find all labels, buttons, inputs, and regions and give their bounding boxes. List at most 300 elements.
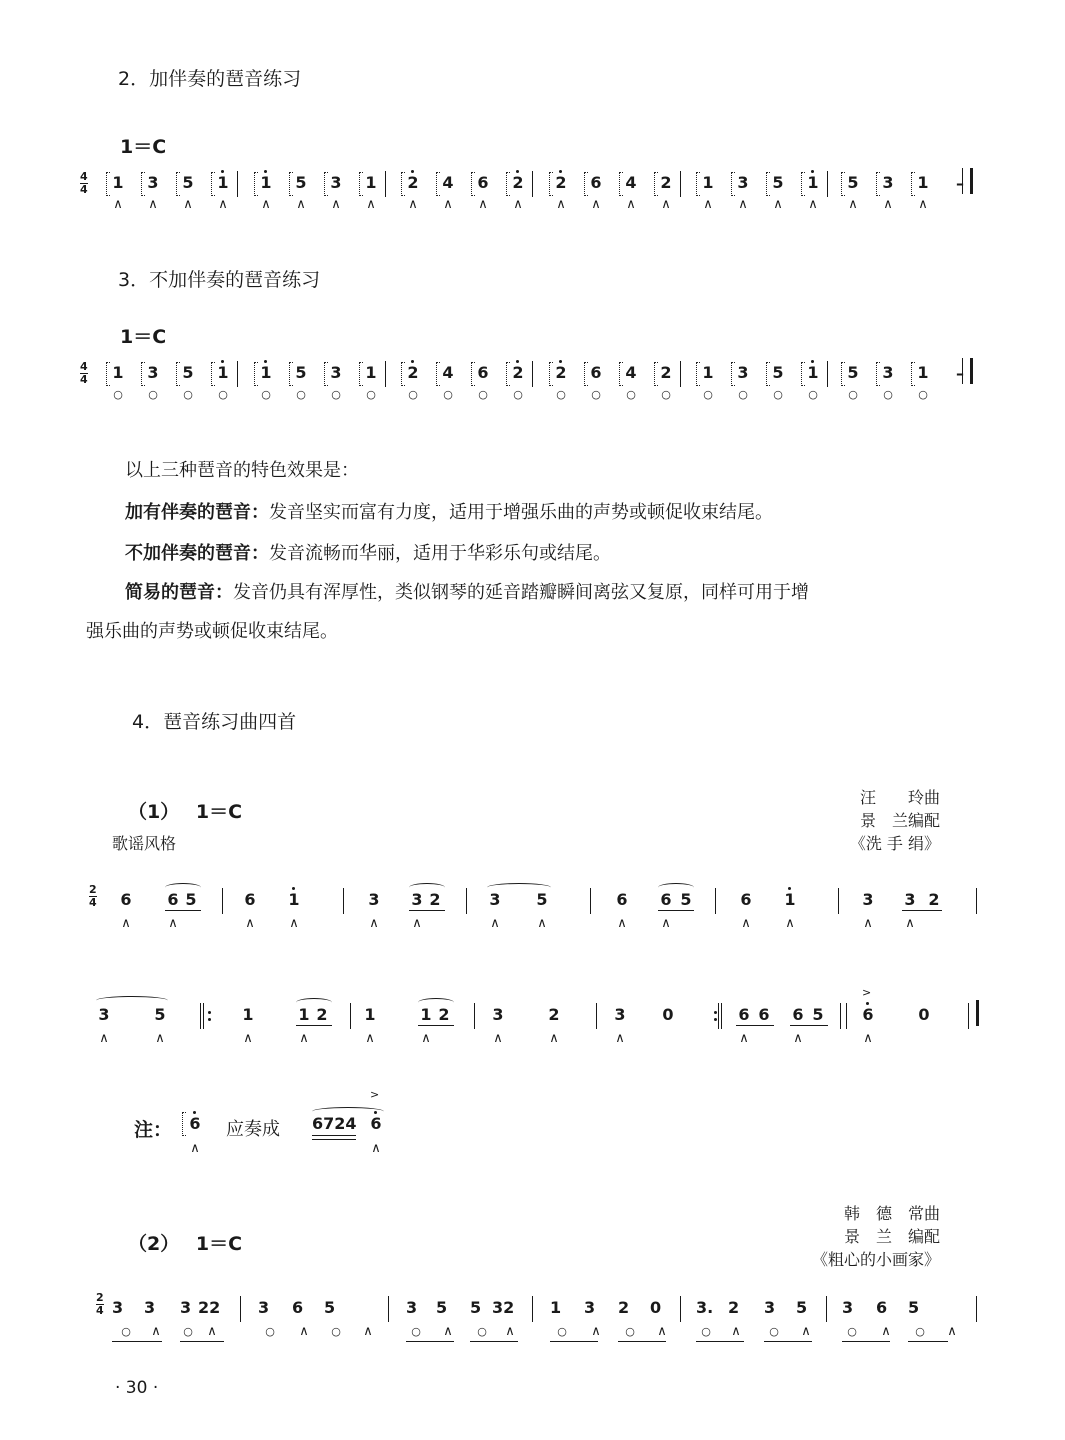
piece-2-composer: 韩 德 常曲 bbox=[843, 1204, 940, 1223]
note-digit: 3 bbox=[147, 173, 159, 192]
note-5 bbox=[362, 1006, 378, 1024]
note-digit: 6 bbox=[477, 173, 489, 192]
repeat-line bbox=[203, 1003, 204, 1029]
note-digit: 5 bbox=[812, 1005, 824, 1024]
piece-2-arranger: 景 兰 编配 bbox=[843, 1227, 940, 1246]
note-16: 2 bbox=[728, 1298, 740, 1317]
note-digit: 5 bbox=[154, 1005, 166, 1024]
arpeggio-accent-mark: ∧ bbox=[155, 1031, 165, 1046]
harmonic-circle-mark: ○ bbox=[915, 1325, 925, 1338]
effects-paragraph-1 bbox=[125, 498, 773, 524]
harmonic-circle-mark: ○ bbox=[265, 1325, 275, 1338]
barline bbox=[976, 1296, 977, 1322]
note-digit: 6 bbox=[120, 890, 132, 909]
repeat-line bbox=[200, 1003, 201, 1029]
note-digit: 3 bbox=[98, 1005, 110, 1024]
note-digit: 1 bbox=[807, 363, 819, 382]
slur bbox=[312, 1107, 384, 1116]
note-digit: 6 bbox=[244, 890, 256, 909]
arpeggio-accent-mark: ∧ bbox=[148, 197, 158, 212]
note-digit: 2 bbox=[407, 363, 419, 382]
time-sig-bottom: 4 bbox=[89, 896, 97, 909]
repeat-dot bbox=[714, 1018, 717, 1021]
harmonic-circle-mark: ○ bbox=[769, 1325, 779, 1338]
note-0 bbox=[118, 891, 134, 909]
harmonic-circle-mark: ○ bbox=[218, 388, 228, 401]
note-14 bbox=[790, 1006, 806, 1024]
note-digit: 3 bbox=[330, 363, 342, 382]
barline bbox=[532, 171, 533, 197]
note-7 bbox=[427, 891, 443, 909]
arpeggio-accent-mark: ∧ bbox=[505, 1324, 515, 1339]
note-1 bbox=[165, 891, 181, 909]
note-13 bbox=[588, 364, 604, 382]
note-10 bbox=[612, 1006, 628, 1024]
note-16 bbox=[902, 891, 918, 909]
effects-paragraph-2 bbox=[125, 539, 611, 565]
note-digit: 6 bbox=[792, 1005, 804, 1024]
note-3 bbox=[215, 174, 231, 192]
note-13 bbox=[756, 1006, 772, 1024]
note-8: 5 bbox=[436, 1298, 448, 1317]
arpeggio-accent-mark: ∧ bbox=[218, 197, 228, 212]
note-14: 0 bbox=[650, 1298, 662, 1317]
barline bbox=[846, 1003, 847, 1029]
arpeggio-accent-mark: ∧ bbox=[245, 916, 255, 931]
repeat-dot bbox=[208, 1011, 211, 1014]
note-digit: 3 bbox=[882, 173, 894, 192]
arpeggio-accent-mark: ∧ bbox=[261, 197, 271, 212]
barline bbox=[827, 171, 828, 197]
time-sig-bottom: 4 bbox=[80, 373, 88, 386]
arpeggio-accent-mark: ∧ bbox=[369, 916, 379, 931]
note-12: 3 bbox=[584, 1298, 596, 1317]
time-sig-bottom: 4 bbox=[96, 1304, 104, 1317]
note-digit: 2 bbox=[660, 173, 672, 192]
slur bbox=[409, 883, 445, 892]
arpeggio-accent-mark: ∧ bbox=[801, 1324, 811, 1339]
note-6 bbox=[418, 1006, 434, 1024]
footnote-text: 应奏成 bbox=[226, 1119, 280, 1140]
piece-2-credit bbox=[760, 1202, 940, 1271]
harmonic-circle-mark: ○ bbox=[626, 388, 636, 401]
harmonic-circle-mark: ○ bbox=[366, 388, 376, 401]
harmonic-circle-mark: ○ bbox=[478, 388, 488, 401]
accent-mark: > bbox=[370, 1088, 380, 1101]
page-number: · 30 · bbox=[115, 1378, 159, 1398]
note-6 bbox=[328, 364, 344, 382]
section-3-title: 3．不加伴奏的琶音练习 bbox=[118, 269, 321, 291]
barline bbox=[532, 1296, 533, 1322]
note-digit: 3 bbox=[862, 890, 874, 909]
arpeggio-accent-mark: ∧ bbox=[617, 916, 627, 931]
barline bbox=[532, 361, 533, 387]
note-19 bbox=[805, 174, 821, 192]
note-digit: 2 bbox=[555, 173, 567, 192]
arpeggio-accent-mark: ∧ bbox=[626, 197, 636, 212]
harmonic-circle-mark: ○ bbox=[443, 388, 453, 401]
note-digit: 1 bbox=[112, 173, 124, 192]
section-4-title: 4．琶音练习曲四首 bbox=[132, 711, 297, 733]
repeat-end bbox=[714, 1003, 724, 1029]
note-16 bbox=[860, 1006, 876, 1024]
time-sig-top: 4 bbox=[80, 360, 88, 373]
harmonic-circle-mark: ○ bbox=[557, 1325, 567, 1338]
harmonic-circle-mark: ○ bbox=[625, 1325, 635, 1338]
barline bbox=[385, 361, 386, 387]
effects-text-3b: 强乐曲的声势或顿促收束结尾。 bbox=[86, 621, 338, 642]
note-digit: 1 bbox=[242, 1005, 254, 1024]
note-3 bbox=[215, 364, 231, 382]
octave-dot-above bbox=[292, 887, 295, 890]
note-digit: 6 bbox=[738, 1005, 750, 1024]
arpeggio-accent-mark: ∧ bbox=[490, 916, 500, 931]
arpeggio-accent-mark: ∧ bbox=[773, 197, 783, 212]
arpeggio-accent-mark: ∧ bbox=[371, 1141, 381, 1156]
note-4 bbox=[258, 174, 274, 192]
piece-1-arranger: 景 兰编配 bbox=[859, 811, 940, 830]
harmonic-circle-mark: ○ bbox=[331, 1325, 341, 1338]
octave-dot-above bbox=[411, 170, 414, 173]
note-digit: 2 bbox=[555, 363, 567, 382]
repeat-line bbox=[718, 1003, 719, 1029]
note-digit: 1 bbox=[420, 1005, 432, 1024]
barline bbox=[962, 168, 963, 194]
arpeggio-accent-mark: ∧ bbox=[881, 1324, 891, 1339]
note-16 bbox=[700, 364, 716, 382]
harmonic-circle-mark: ○ bbox=[848, 388, 858, 401]
harmonic-circle-mark: ○ bbox=[591, 388, 601, 401]
barline bbox=[680, 361, 681, 387]
note-digit: 4 bbox=[442, 363, 454, 382]
note-3: 22 bbox=[198, 1298, 221, 1317]
note-20 bbox=[845, 364, 861, 382]
harmonic-circle-mark: ○ bbox=[183, 388, 193, 401]
final-barline bbox=[970, 168, 973, 194]
slur bbox=[658, 883, 694, 892]
harmonic-circle-mark: ○ bbox=[148, 388, 158, 401]
duration-underline bbox=[842, 1341, 890, 1342]
arpeggio-accent-mark: ∧ bbox=[331, 197, 341, 212]
arpeggio-accent-mark: ∧ bbox=[363, 1324, 373, 1339]
barline bbox=[962, 358, 963, 384]
note-digit: 1 bbox=[365, 173, 377, 192]
duration-underline bbox=[618, 1341, 666, 1342]
note-digit: 2 bbox=[512, 363, 524, 382]
note-digit: 5 bbox=[772, 363, 784, 382]
note-14 bbox=[623, 174, 639, 192]
note-digit: 5 bbox=[295, 363, 307, 382]
octave-dot-above bbox=[264, 170, 267, 173]
note-9 bbox=[534, 891, 550, 909]
note-digit: 3 bbox=[882, 363, 894, 382]
note-digit: 2 bbox=[928, 890, 940, 909]
duration-underline bbox=[550, 1341, 598, 1342]
note-digit: 5 bbox=[182, 363, 194, 382]
effects-paragraph-3 bbox=[125, 578, 809, 604]
piece-1-title: 《洗 手 绢》 bbox=[849, 834, 940, 853]
octave-dot-above bbox=[264, 360, 267, 363]
note-3 bbox=[242, 891, 258, 909]
effects-text-3a: 发音仍具有浑厚性，类似钢琴的延音踏瓣瞬间离弦又复原，同样可用于增 bbox=[233, 582, 809, 603]
note-13 bbox=[588, 174, 604, 192]
note-4 bbox=[314, 1006, 330, 1024]
arpeggio-accent-mark: ∧ bbox=[99, 1031, 109, 1046]
time-signature bbox=[96, 1293, 104, 1316]
harmonic-circle-mark: ○ bbox=[513, 388, 523, 401]
arpeggio-accent-mark: ∧ bbox=[591, 197, 601, 212]
note-20: 6 bbox=[876, 1298, 888, 1317]
arpeggio-accent-mark: ∧ bbox=[299, 1324, 309, 1339]
note-21 bbox=[880, 174, 896, 192]
arpeggio-accent-mark: ∧ bbox=[905, 916, 915, 931]
time-sig-bottom: 4 bbox=[80, 183, 88, 196]
note-0 bbox=[96, 1006, 112, 1024]
note-digit: 5 bbox=[847, 173, 859, 192]
effects-text-1: 发音坚实而富有力度，适用于增强乐曲的声势或顿促收束结尾。 bbox=[269, 502, 773, 523]
note-digit: 1 bbox=[260, 363, 272, 382]
note-digit: 3 bbox=[147, 363, 159, 382]
arpeggio-accent-mark: ∧ bbox=[478, 197, 488, 212]
duration-underline bbox=[296, 1025, 332, 1026]
harmonic-circle-mark: ○ bbox=[738, 388, 748, 401]
harmonic-circle-mark: ○ bbox=[408, 388, 418, 401]
note-5 bbox=[293, 174, 309, 192]
note-digit: 2 bbox=[407, 173, 419, 192]
arpeggio-accent-mark: ∧ bbox=[190, 1141, 200, 1156]
note-10 bbox=[614, 891, 630, 909]
arpeggio-accent-mark: ∧ bbox=[731, 1324, 741, 1339]
note-21: 5 bbox=[908, 1298, 920, 1317]
note-20 bbox=[845, 174, 861, 192]
note-5 bbox=[366, 891, 382, 909]
note-7 bbox=[363, 174, 379, 192]
duration-underline bbox=[180, 1341, 224, 1342]
duration-underline bbox=[418, 1025, 454, 1026]
duration-underline bbox=[312, 1135, 356, 1136]
note-8 bbox=[405, 364, 421, 382]
note-1 bbox=[145, 364, 161, 382]
note-digit: 6 bbox=[660, 890, 672, 909]
note-digit: 3 bbox=[492, 1005, 504, 1024]
note-11 bbox=[660, 1006, 676, 1024]
note-0 bbox=[110, 364, 126, 382]
octave-dot-above bbox=[788, 887, 791, 890]
harmonic-circle-mark: ○ bbox=[808, 388, 818, 401]
note-19 bbox=[805, 364, 821, 382]
note-5: 6 bbox=[292, 1298, 304, 1317]
barline bbox=[590, 888, 591, 914]
arpeggio-accent-mark: ∧ bbox=[703, 197, 713, 212]
piece-1-header bbox=[128, 797, 242, 824]
note-digit: 3 bbox=[737, 363, 749, 382]
note-2: 3 bbox=[180, 1298, 192, 1317]
final-barline bbox=[976, 1000, 979, 1026]
arpeggio-accent-mark: ∧ bbox=[918, 197, 928, 212]
piece-1-footnote bbox=[0, 1088, 1065, 1170]
duration-underline bbox=[312, 1139, 356, 1140]
duration-underline bbox=[736, 1025, 774, 1026]
harmonic-circle-mark: ○ bbox=[411, 1325, 421, 1338]
note-11 bbox=[510, 364, 526, 382]
harmonic-circle-mark: ○ bbox=[883, 388, 893, 401]
note-digit: 3 bbox=[904, 890, 916, 909]
barline bbox=[388, 1296, 389, 1322]
octave-dot-above bbox=[221, 360, 224, 363]
note-digit: 1 bbox=[288, 890, 300, 909]
arpeggio-accent-mark: ∧ bbox=[549, 1031, 559, 1046]
repeat-dot bbox=[208, 1018, 211, 1021]
note-digit: 3 bbox=[330, 173, 342, 192]
arpeggio-accent-mark: ∧ bbox=[151, 1324, 161, 1339]
harmonic-circle-mark: ○ bbox=[113, 388, 123, 401]
barline bbox=[350, 1003, 351, 1029]
note-9 bbox=[440, 174, 456, 192]
note-11: 1 bbox=[550, 1298, 562, 1317]
note-digit: 6 bbox=[862, 1005, 874, 1024]
barline bbox=[474, 1003, 475, 1029]
note-digit: 1 bbox=[217, 363, 229, 382]
arpeggio-accent-mark: ∧ bbox=[513, 197, 523, 212]
duration-underline bbox=[409, 910, 445, 911]
note-digit: 6 bbox=[740, 890, 752, 909]
piece-2-header bbox=[128, 1229, 242, 1256]
note-2 bbox=[180, 364, 196, 382]
barline bbox=[343, 888, 344, 914]
note-digit: 1 bbox=[807, 173, 819, 192]
note-14 bbox=[623, 364, 639, 382]
note-digit: 3 bbox=[411, 890, 423, 909]
note-digit: 2 bbox=[548, 1005, 560, 1024]
barline bbox=[838, 888, 839, 914]
note-17 bbox=[916, 1006, 932, 1024]
note-digit: 6 bbox=[477, 363, 489, 382]
octave-dot-above bbox=[811, 170, 814, 173]
note-12 bbox=[553, 174, 569, 192]
note-fn-1 bbox=[187, 1115, 203, 1133]
note-digit: 6 bbox=[616, 890, 628, 909]
note-digit: 5 bbox=[680, 890, 692, 909]
duration-underline bbox=[902, 910, 942, 911]
arpeggio-staff-accompanied bbox=[0, 168, 1065, 228]
note-digit: 1 bbox=[364, 1005, 376, 1024]
repeat-dot bbox=[714, 1011, 717, 1014]
note-15 bbox=[658, 174, 674, 192]
note-18 bbox=[770, 174, 786, 192]
effects-text-2: 发音流畅而华丽，适用于华彩乐句或结尾。 bbox=[269, 543, 611, 564]
note-digit: 6 bbox=[167, 890, 179, 909]
piece-1-staff-row-2 bbox=[0, 986, 1065, 1060]
note-digit: 6 bbox=[189, 1114, 201, 1133]
note-digit: 0 bbox=[918, 1005, 930, 1024]
note-2 bbox=[240, 1006, 256, 1024]
note-digit: 1 bbox=[702, 363, 714, 382]
duration-underline bbox=[764, 1341, 812, 1342]
note-1: 3 bbox=[144, 1298, 156, 1317]
note-13 bbox=[738, 891, 754, 909]
note-digit: 4 bbox=[625, 363, 637, 382]
duration-underline bbox=[406, 1341, 454, 1342]
note-6 bbox=[409, 891, 425, 909]
piece-2-key: 1＝C bbox=[195, 1233, 243, 1255]
note-digit: 2 bbox=[660, 363, 672, 382]
piece-2-label: （2） bbox=[128, 1233, 180, 1255]
note-12 bbox=[678, 891, 694, 909]
harmonic-circle-mark: ○ bbox=[296, 388, 306, 401]
note-digit: 2 bbox=[429, 890, 441, 909]
note-17 bbox=[735, 364, 751, 382]
arpeggio-accent-mark: ∧ bbox=[591, 1324, 601, 1339]
piece-1-label: （1） bbox=[128, 801, 180, 823]
arpeggio-accent-mark: ∧ bbox=[207, 1324, 217, 1339]
duration-underline bbox=[908, 1341, 948, 1342]
note-digit: 5 bbox=[536, 890, 548, 909]
note-digit: 3 bbox=[614, 1005, 626, 1024]
slur bbox=[296, 998, 332, 1007]
slur bbox=[487, 883, 551, 892]
effects-label-1: 加有伴奏的琶音： bbox=[125, 502, 269, 523]
note-digit: 1 bbox=[260, 173, 272, 192]
time-sig-top: 2 bbox=[89, 883, 97, 896]
note-22 bbox=[915, 364, 931, 382]
note-11 bbox=[510, 174, 526, 192]
accent-mark: > bbox=[862, 986, 872, 999]
section-2-key: 1＝C bbox=[120, 136, 167, 158]
sustain-dash: – bbox=[956, 364, 964, 383]
duration-underline bbox=[658, 910, 694, 911]
note-digit: 5 bbox=[185, 890, 197, 909]
note-4: 3 bbox=[258, 1298, 270, 1317]
note-7 bbox=[436, 1006, 452, 1024]
note-22 bbox=[915, 174, 931, 192]
repeat-start bbox=[200, 1003, 210, 1029]
note-14 bbox=[782, 891, 798, 909]
note-digit: 0 bbox=[662, 1005, 674, 1024]
arpeggio-accent-mark: ∧ bbox=[299, 1031, 309, 1046]
note-9 bbox=[546, 1006, 562, 1024]
arpeggio-accent-mark: ∧ bbox=[863, 916, 873, 931]
harmonic-circle-mark: ○ bbox=[661, 388, 671, 401]
arpeggio-accent-mark: ∧ bbox=[493, 1031, 503, 1046]
note-8 bbox=[490, 1006, 506, 1024]
time-sig-top: 4 bbox=[80, 170, 88, 183]
note-10 bbox=[475, 364, 491, 382]
piece-1-credit bbox=[790, 786, 940, 855]
barline bbox=[976, 888, 977, 914]
arpeggio-accent-mark: ∧ bbox=[443, 1324, 453, 1339]
note-9 bbox=[440, 364, 456, 382]
octave-dot-above bbox=[516, 170, 519, 173]
note-19: 3 bbox=[842, 1298, 854, 1317]
note-15 bbox=[860, 891, 876, 909]
barline bbox=[680, 1296, 681, 1322]
note-8 bbox=[405, 174, 421, 192]
note-digit: 6 bbox=[758, 1005, 770, 1024]
arpeggio-accent-mark: ∧ bbox=[537, 916, 547, 931]
note-digit: 1 bbox=[365, 363, 377, 382]
note-15: 3. bbox=[696, 1298, 714, 1317]
arpeggio-accent-mark: ∧ bbox=[296, 197, 306, 212]
duration-underline bbox=[112, 1341, 162, 1342]
harmonic-circle-mark: ○ bbox=[183, 1325, 193, 1338]
note-digit: 2 bbox=[438, 1005, 450, 1024]
note-0 bbox=[110, 174, 126, 192]
piece-1-composer: 汪 玲曲 bbox=[859, 788, 940, 807]
harmonic-circle-mark: ○ bbox=[918, 388, 928, 401]
note-digit: 4 bbox=[625, 173, 637, 192]
barline bbox=[596, 1003, 597, 1029]
arpeggio-accent-mark: ∧ bbox=[183, 197, 193, 212]
